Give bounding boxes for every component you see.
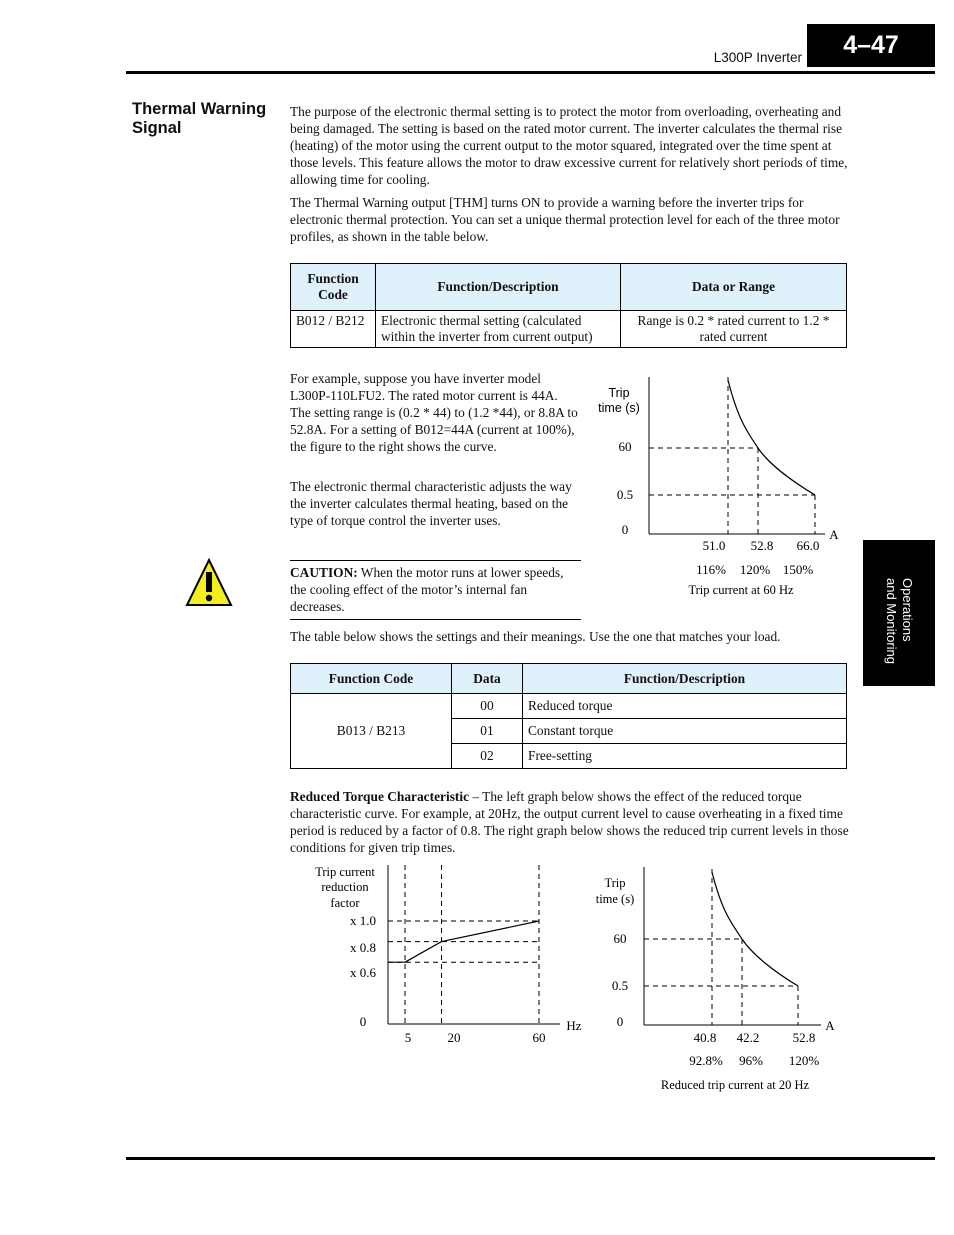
caution-text (290, 564, 580, 615)
t2-cell-data: 02 (452, 744, 523, 769)
caution-label: CAUTION: (290, 565, 358, 580)
t2-cell-data: 01 (452, 719, 523, 744)
t2-header-description: Function/Description (523, 664, 847, 694)
c3-ytick-0.5: 0.5 (611, 978, 629, 993)
c1-xtick-2: 52.8 (750, 538, 774, 553)
c2-xtick-20: 20 (447, 1030, 461, 1045)
t2-cell-code: B013 / B213 (291, 694, 452, 769)
side-tab-line1: Operations (900, 578, 915, 642)
table2-intro: The table below shows the settings and their meanings. Use the one that matches your load. (290, 629, 781, 644)
reduced-trip-curve-chart (585, 864, 845, 1096)
c2-ylabel-1: Trip current (315, 865, 375, 879)
trip-curve-line (728, 380, 815, 495)
cell-description: Electronic thermal setting (calculated within the inverter from current output) (376, 311, 621, 348)
c2-xtick-5: 5 (404, 1030, 412, 1045)
t2-cell-desc: Reduced torque (523, 694, 847, 719)
col-header-function-code: Function Code (291, 264, 376, 311)
c3-caption: Reduced trip current at 20 Hz (660, 1078, 810, 1092)
c3-ylabel-1: Trip (604, 876, 626, 890)
reduced-torque-paragraph (290, 788, 850, 856)
section-title: Thermal Warning Signal (132, 100, 267, 137)
c1-ytick-0: 0 (621, 522, 629, 537)
t2-header-code: Function Code (291, 664, 452, 694)
header-rule (126, 71, 935, 74)
caution-body: When the motor runs at lower speeds, the cooling effect of the motor’s internal fan decreases. (290, 565, 564, 614)
thermal-setting-table (290, 263, 847, 348)
c1-ytick-60: 60 (618, 439, 632, 454)
c2-ytick-1.0: x 1.0 (350, 913, 376, 928)
thm-paragraph: The Thermal Warning output [THM] turns ON to provide a warning before the inverter trips for electronic thermal protection. You can set a unique thermal protection level for each of the three motor profiles, as shown in the table below. (290, 195, 840, 244)
c1-xtick-3: 66.0 (796, 538, 820, 553)
example-paragraph: For example, suppose you have inverter model L300P-110LFU2. The rated motor current is 44A. The setting range is (0.2 * 44) to (1.2 *44), or 8.8A to 52.8A. For a setting of B012=44A (current at 100%), the figure to the right shows the curve. (290, 371, 578, 454)
caution-top-rule (290, 560, 581, 561)
c3-xtick-2: 42.2 (736, 1030, 760, 1045)
c3-xtick-1: 40.8 (693, 1030, 717, 1045)
c1-ylabel-1: Trip (608, 386, 630, 400)
side-tab-label (863, 540, 935, 686)
c2-ytick-0.8: x 0.8 (350, 940, 376, 955)
c2-ytick-0.6: x 0.6 (350, 965, 376, 980)
c1-xpct-1: 116% (696, 562, 726, 577)
c2-x-unit: Hz (566, 1018, 582, 1033)
trip-curve-line (712, 872, 798, 986)
c3-ylabel-2: time (s) (595, 892, 635, 906)
c3-xtick-3: 52.8 (792, 1030, 816, 1045)
c1-ylabel-2: time (s) (598, 401, 640, 415)
c1-ytick-0.5: 0.5 (616, 487, 634, 502)
reduced-torque-heading: Reduced Torque Characteristic (290, 789, 470, 804)
c3-xpct-2: 96% (739, 1053, 763, 1068)
t2-header-data: Data (452, 664, 523, 694)
c3-ytick-0: 0 (616, 1014, 624, 1029)
caution-bottom-rule (290, 619, 581, 620)
torque-characteristic-table (290, 663, 847, 769)
col-header-range: Data or Range (621, 264, 847, 311)
caution-warning-icon (185, 557, 233, 607)
reduced-torque-body: – The left graph below shows the effect of the reduced torque characteristic curve. For example, at 20Hz, the output current level to cause overheating in a fixed time period is reduced by a factor of 0.8. The right graph below shows the reduced trip current levels in those conditions for given trip times. (290, 789, 849, 855)
trip-curve-60hz-chart (585, 372, 845, 602)
c3-ytick-60: 60 (613, 931, 627, 946)
c1-caption: Trip current at 60 Hz (688, 583, 794, 597)
page-number: 4–47 (807, 24, 935, 67)
characteristic-paragraph: The electronic thermal characteristic adjusts the way the inverter calculates thermal heating, based on the type of torque control the inverter uses. (290, 479, 572, 528)
cell-range: Range is 0.2 * rated current to 1.2 * rated current (621, 311, 847, 348)
running-header: L300P Inverter (713, 50, 802, 65)
c1-xpct-2: 120% (739, 562, 771, 577)
t2-cell-data: 00 (452, 694, 523, 719)
c2-ylabel-3: factor (330, 896, 360, 910)
c1-x-unit: A (829, 527, 839, 542)
c1-xtick-1: 51.0 (702, 538, 726, 553)
col-header-description: Function/Description (376, 264, 621, 311)
c3-xpct-3: 120% (788, 1053, 820, 1068)
footer-rule (126, 1157, 935, 1160)
t2-cell-desc: Free-setting (523, 744, 847, 769)
cell-code: B012 / B212 (291, 311, 376, 348)
c2-ytick-0: 0 (359, 1014, 367, 1029)
t2-cell-desc: Constant torque (523, 719, 847, 744)
reduction-factor-chart (305, 860, 590, 1050)
c3-x-unit: A (825, 1018, 835, 1033)
c2-xtick-60: 60 (532, 1030, 546, 1045)
c3-xpct-1: 92.8% (689, 1053, 723, 1068)
c2-ylabel-2: reduction (321, 880, 369, 894)
intro-paragraph: The purpose of the electronic thermal setting is to protect the motor from overloading, overheating and being damaged. The setting is based on the rated motor current. The inverter calculates the thermal rise (heating) of the motor using the current output to the motor squared, integrated over the time spent at those levels. This feature allows the motor to draw excessive current for relatively short periods of time, allowing time for cooling. (290, 104, 848, 187)
c1-xpct-3: 150% (782, 562, 814, 577)
side-tab-line2: and Monitoring (884, 578, 899, 664)
